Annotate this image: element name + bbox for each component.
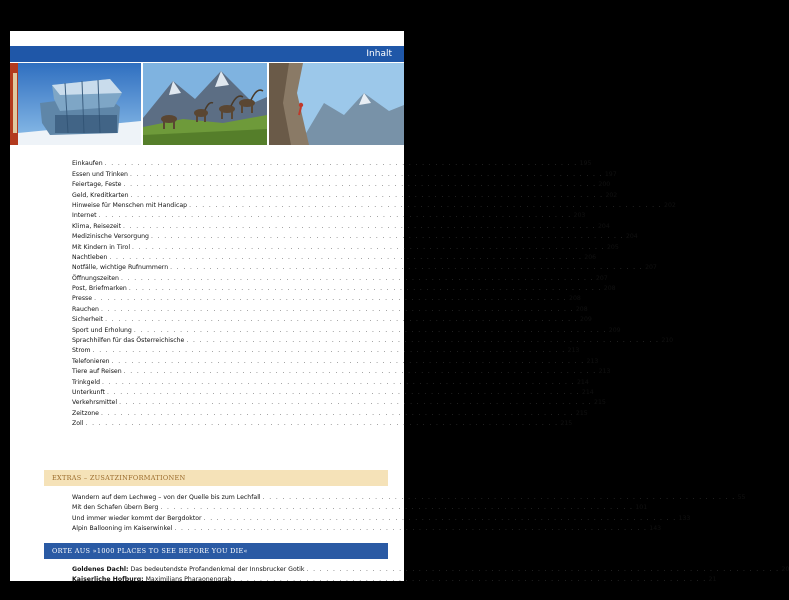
toc-entry-title: Goldenes Dachl: xyxy=(72,565,129,573)
dot-leader: . . . . . . . . . . . . . . . . . . . . . . . . . . . . . . . . . . . . . . . . . . . . . . . . . . . . . . . . . . . . . . . . . . . . . . . . xyxy=(105,316,579,324)
toc-entry xyxy=(72,408,588,418)
dot-leader: . . . . . . . . . . . . . . . . . . . . . . . . . . . . . . . . . . . . . . . . . . . . . . . . . . . . . . . . . . . . . . . . . . . . . . . . xyxy=(119,399,593,407)
climber-rock-photo xyxy=(269,63,404,145)
toc-entry-title: Zeitzone xyxy=(72,409,99,417)
toc-entry-title: Zoll xyxy=(72,420,84,428)
toc-entry-page: 206 xyxy=(584,253,597,261)
toc-entry-page: 215 xyxy=(560,420,573,428)
modern-building-photo xyxy=(10,63,141,145)
dot-leader: . . . . . . . . . . . . . . . . . . . . . . . . . . . . . . . . . . . . . . . . . . . . . . . . . . . . . . . . . . . . . . . . . . . . . . . . xyxy=(150,233,624,241)
toc-entry-title: Rauchen xyxy=(72,305,99,313)
toc-entry xyxy=(72,253,597,263)
toc-entry-label xyxy=(72,159,103,169)
toc-entry-label xyxy=(72,274,119,284)
toc-entry xyxy=(72,190,618,200)
dot-leader: . . . . . . . . . . . . . . . . . . . . . . . . . . . . . . . . . . . . . . . . . . . . . . . . . . . . . . . . . . . . . . . . . . . . . . . . xyxy=(92,347,566,355)
dot-leader: . . . . . . . . . . . . . . . . . . . . . . . . . . . . . . . . . . . . . . . . . . . . . . . . . . . . . . . . . . . . . . . . . . . . . . . . xyxy=(306,565,780,573)
orte-section-heading: ORTE AUS »1000 PLACES TO SEE BEFORE YOU DIE« xyxy=(44,543,388,559)
dot-leader: . . . . . . . . . . . . . . . . . . . . . . . . . . . . . . . . . . . . . . . . . . . . . . . . . . . . . . . . . . . . . . . . . . . . . . . . xyxy=(104,160,578,168)
toc-entry-title: Nachtleben xyxy=(72,253,108,261)
toc-entry-page: 213 xyxy=(598,368,611,376)
dot-leader: . . . . . . . . . . . . . . . . . . . . . . . . . . . . . . . . . . . . . . . . . . . . . . . . . . . . . . . . . . . . . . . . . . . . . . . . xyxy=(189,201,663,209)
toc-entry-page: 143 xyxy=(649,525,662,533)
toc-entry-page: 202 xyxy=(664,201,676,209)
toc-entry-title: Presse xyxy=(72,295,93,303)
toc-entry-title: Klima, Reisezeit xyxy=(72,222,122,230)
toc-entry-title: Öffnungszeiten xyxy=(72,274,119,282)
dot-leader: . . . . . . . . . . . . . . . . . . . . . . . . . . . . . . . . . . . . . . . . . . . . . . . . . . . . . . . . . . . . . . . . . . . . . . . . xyxy=(109,253,583,261)
dot-leader: . . . . . . . . . . . . . . . . . . . . . . . . . . . . . . . . . . . . . . . . . . . . . . . . . . . . . . . . . . . . . . . . . . . . . . . . xyxy=(129,170,603,178)
toc-entry-page: 208 xyxy=(575,305,588,313)
toc-entry-title: Internet xyxy=(72,212,97,220)
toc-entry-subtitle: Maximilians Pharaonengrab xyxy=(143,576,232,584)
toc-entry-page: 215 xyxy=(594,399,606,407)
toc-entry-title: Feiertage, Feste xyxy=(72,181,122,189)
toc-entry xyxy=(72,398,606,408)
toc-entry-page: 197 xyxy=(604,170,617,178)
toc-entry-page: 214 xyxy=(576,378,589,386)
toc-entry-page: 202 xyxy=(605,191,618,199)
toc-entry-page: 204 xyxy=(597,222,610,230)
toc-entry-page: 204 xyxy=(625,233,638,241)
toc-entry-label xyxy=(72,326,132,336)
toc-entry-label xyxy=(72,211,97,221)
toc-entry-title: Medizinische Versorgung xyxy=(72,233,149,241)
toc-entry-label xyxy=(72,191,129,201)
dot-leader: . . . . . . . . . . . . . . . . . . . . . . . . . . . . . . . . . . . . . . . . . . . . . . . . . . . . . . . . . . . . . . . . . . . . . . . . xyxy=(186,337,660,345)
toc-entry-page: 208 xyxy=(603,285,616,293)
toc-entry-label xyxy=(72,305,99,315)
dot-leader: . . . . . . . . . . . . . . . . . . . . . . . . . . . . . . . . . . . . . . . . . . . . . . . . . . . . . . . . . . . . . . . . . . . . . . . . xyxy=(123,222,596,230)
toc-entry-label xyxy=(72,398,117,408)
toc-entry-page: 205 xyxy=(606,243,619,251)
toc-entry-title: Hinweise für Menschen mit Handicap xyxy=(72,201,188,209)
toc-entry xyxy=(72,201,676,211)
toc-entry-page: 207 xyxy=(645,264,657,272)
toc-entry-label xyxy=(72,367,122,377)
toc-entry-label xyxy=(72,201,187,211)
toc-entry-label xyxy=(72,524,172,534)
ibex-mountain-photo xyxy=(143,63,267,145)
dot-leader: . . . . . . . . . . . . . . . . . . . . . . . . . . . . . . . . . . . . . . . . . . . . . . . . . . . . . . . . . . . . . . . . . . . . . . . . xyxy=(130,191,604,199)
toc-entry-label xyxy=(72,378,100,388)
toc-entry xyxy=(72,294,581,304)
toc-entry xyxy=(72,232,638,242)
toc-entry xyxy=(72,419,573,429)
toc-entry xyxy=(72,575,717,586)
toc-list xyxy=(72,159,676,429)
toc-entry-title: Verkehrsmittel xyxy=(72,399,118,407)
toc-entry-page: 208 xyxy=(569,295,581,303)
toc-entry-title: Trinkgeld xyxy=(72,378,101,386)
toc-entry xyxy=(72,273,608,283)
toc-entry xyxy=(72,492,746,503)
dot-leader: . . . . . . . . . . . . . . . . . . . . . . . . . . . . . . . . . . . . . . . . . . . . . . . . . . . . . . . . . . . . . . . . . . . . . . . . xyxy=(94,295,568,303)
toc-entry-title: Einkaufen xyxy=(72,160,103,168)
toc-entry-label xyxy=(72,419,83,429)
toc-entry-page: 133 xyxy=(678,514,691,522)
dot-leader: . . . . . . . . . . . . . . . . . . . . . . . . . . . . . . . . . . . . . . . . . . . . . . . . . . . . . . . . . . . . . . . . . . . . . . . . xyxy=(98,212,572,220)
document-page xyxy=(10,31,789,584)
toc-entry xyxy=(72,211,586,221)
toc-entry-label xyxy=(72,514,202,524)
dot-leader: . . . . . . . . . . . . . . . . . . . . . . . . . . . . . . . . . . . . . . . . . . . . . . . . . . . . . . . . . . . . . . . . . . . . . . . . xyxy=(233,576,707,584)
toc-entry-label xyxy=(72,222,121,232)
dot-leader: . . . . . . . . . . . . . . . . . . . . . . . . . . . . . . . . . . . . . . . . . . . . . . . . . . . . . . . . . . . . . . . . . . . . . . . . xyxy=(160,504,634,512)
toc-entry-title: Alpin Ballooning im Kaiserwinkel xyxy=(72,525,173,533)
toc-entry-label xyxy=(72,170,128,180)
toc-entry xyxy=(72,159,592,169)
toc-entry-title: Und immer wieder kommt der Bergdoktor xyxy=(72,514,202,522)
extras-section-heading: EXTRAS – ZUSATZINFORMATIONEN xyxy=(44,470,388,486)
toc-entry-page: 214 xyxy=(581,388,594,396)
dot-leader: . . . . . . . . . . . . . . . . . . . . . . . . . . . . . . . . . . . . . . . . . . . . . . . . . . . . . . . . . . . . . . . . . . . . . . . . xyxy=(133,326,607,334)
toc-entry-label xyxy=(72,253,107,263)
extras-list xyxy=(72,492,746,534)
toc-entry-label xyxy=(72,346,91,356)
dot-leader: . . . . . . . . . . . . . . . . . . . . . . . . . . . . . . . . . . . . . . . . . . . . . . . . . . . . . . . . . . . . . . . . . . . . . . . . xyxy=(102,378,575,386)
toc-entry-label xyxy=(72,388,105,398)
toc-entry-page: 200 xyxy=(598,181,611,189)
dot-leader: . . . . . . . . . . . . . . . . . . . . . . . . . . . . . . . . . . . . . . . . . . . . . . . . . . . . . . . . . . . . . . . . . . . . . . . . xyxy=(170,264,644,272)
toc-entry-title: Kaiserliche Hofburg: xyxy=(72,576,144,584)
toc-entry-label xyxy=(72,180,121,190)
toc-entry-page: 215 xyxy=(575,409,588,417)
section-title: Inhalt xyxy=(366,49,392,59)
toc-entry xyxy=(72,367,611,377)
dot-leader: . . . . . . . . . . . . . . . . . . . . . . . . . . . . . . . . . . . . . . . . . . . . . . . . . . . . . . . . . . . . . . . . . . . . . . . . xyxy=(100,409,574,417)
toc-entry xyxy=(72,564,789,575)
toc-entry-title: Telefonieren xyxy=(72,357,110,365)
toc-entry-label xyxy=(72,263,168,273)
toc-entry-title: Geld, Kreditkarten xyxy=(72,191,129,199)
toc-entry-label xyxy=(72,243,130,253)
toc-entry-page: 207 xyxy=(595,274,608,282)
toc-entry-title: Strom xyxy=(72,347,91,355)
toc-entry-label xyxy=(72,493,261,503)
orte-list xyxy=(72,564,789,585)
toc-entry-title: Notfälle, wichtige Rufnummern xyxy=(72,264,169,272)
toc-entry-title: Essen und Trinken xyxy=(72,170,128,178)
toc-entry-subtitle: Das bedeutendste Profandenkmal der Innsbrucker Gotik xyxy=(128,565,305,573)
toc-entry xyxy=(72,304,588,314)
dot-leader: . . . . . . . . . . . . . . . . . . . . . . . . . . . . . . . . . . . . . . . . . . . . . . . . . . . . . . . . . . . . . . . . . . . . . . . . xyxy=(106,388,580,396)
toc-entry-title: Wandern auf dem Lechweg – von der Quelle bis zum Lechfall xyxy=(72,493,261,501)
toc-entry xyxy=(72,242,619,252)
photo-strip xyxy=(10,63,404,145)
toc-entry-title: Mit Kindern in Tirol xyxy=(72,243,131,251)
toc-entry xyxy=(72,221,610,231)
toc-entry xyxy=(72,325,621,335)
toc-entry-title: Unterkunft xyxy=(72,388,105,396)
dot-leader: . . . . . . . . . . . . . . . . . . . . . . . . . . . . . . . . . . . . . . . . . . . . . . . . . . . . . . . . . . . . . . . . . . . . . . . . xyxy=(203,514,677,522)
dot-leader: . . . . . . . . . . . . . . . . . . . . . . . . . . . . . . . . . . . . . . . . . . . . . . . . . . . . . . . . . . . . . . . . . . . . . . . . xyxy=(132,243,605,251)
toc-entry-label xyxy=(72,315,103,325)
toc-entry-page: 55 xyxy=(737,493,746,501)
toc-entry xyxy=(72,284,616,294)
toc-entry xyxy=(72,315,592,325)
toc-entry xyxy=(72,356,599,366)
toc-entry-page: 203 xyxy=(573,212,586,220)
dot-leader: . . . . . . . . . . . . . . . . . . . . . . . . . . . . . . . . . . . . . . . . . . . . . . . . . . . . . . . . . . . . . . . . . . . . . . . . xyxy=(123,181,597,189)
toc-entry xyxy=(72,180,611,190)
dot-leader: . . . . . . . . . . . . . . . . . . . . . . . . . . . . . . . . . . . . . . . . . . . . . . . . . . . . . . . . . . . . . . . . . . . . . . . . xyxy=(100,305,574,313)
toc-entry-label xyxy=(72,575,232,585)
toc-entry-label xyxy=(72,503,158,513)
toc-entry xyxy=(72,169,617,179)
toc-entry-title: Mit den Schafen übern Berg xyxy=(72,504,159,512)
toc-entry-label xyxy=(72,565,304,575)
toc-entry xyxy=(72,388,594,398)
toc-entry-page: 209 xyxy=(608,326,621,334)
toc-entry-page: 195 xyxy=(579,160,592,168)
toc-entry-page: 21 xyxy=(708,576,717,584)
toc-entry-label xyxy=(72,336,184,346)
toc-entry-title: Sprachhilfen für das Österreichische xyxy=(72,337,185,345)
toc-entry-page: 20 xyxy=(781,565,789,573)
dot-leader: . . . . . . . . . . . . . . . . . . . . . . . . . . . . . . . . . . . . . . . . . . . . . . . . . . . . . . . . . . . . . . . . . . . . . . . . xyxy=(85,420,559,428)
toc-entry-label xyxy=(72,294,92,304)
toc-entry xyxy=(72,377,589,387)
toc-entry-label xyxy=(72,232,149,242)
toc-entry-page: 210 xyxy=(661,337,674,345)
dot-leader: . . . . . . . . . . . . . . . . . . . . . . . . . . . . . . . . . . . . . . . . . . . . . . . . . . . . . . . . . . . . . . . . . . . . . . . . xyxy=(262,493,736,501)
section-header-bar xyxy=(10,46,404,62)
toc-entry-title: Sport und Erholung xyxy=(72,326,132,334)
dot-leader: . . . . . . . . . . . . . . . . . . . . . . . . . . . . . . . . . . . . . . . . . . . . . . . . . . . . . . . . . . . . . . . . . . . . . . . . xyxy=(174,525,648,533)
toc-entry xyxy=(72,336,674,346)
toc-entry-label xyxy=(72,284,127,294)
toc-entry-page: 101 xyxy=(635,504,648,512)
toc-entry-page: 213 xyxy=(586,357,599,365)
toc-entry xyxy=(72,513,691,524)
toc-entry-title: Tiere auf Reisen xyxy=(72,368,122,376)
dot-leader: . . . . . . . . . . . . . . . . . . . . . . . . . . . . . . . . . . . . . . . . . . . . . . . . . . . . . . . . . . . . . . . . . . . . . . . . xyxy=(111,357,585,365)
toc-entry-page: 209 xyxy=(580,316,592,324)
toc-entry xyxy=(72,524,662,535)
toc-entry-label xyxy=(72,409,99,419)
toc-entry-title: Post, Briefmarken xyxy=(72,285,127,293)
toc-entry-title: Sicherheit xyxy=(72,316,104,324)
toc-entry xyxy=(72,263,657,273)
toc-entry xyxy=(72,346,580,356)
toc-entry-label xyxy=(72,357,110,367)
dot-leader: . . . . . . . . . . . . . . . . . . . . . . . . . . . . . . . . . . . . . . . . . . . . . . . . . . . . . . . . . . . . . . . . . . . . . . . . xyxy=(123,368,597,376)
toc-entry xyxy=(72,503,648,514)
dot-leader: . . . . . . . . . . . . . . . . . . . . . . . . . . . . . . . . . . . . . . . . . . . . . . . . . . . . . . . . . . . . . . . . . . . . . . . . xyxy=(128,285,602,293)
toc-entry-page: 213 xyxy=(567,347,580,355)
dot-leader: . . . . . . . . . . . . . . . . . . . . . . . . . . . . . . . . . . . . . . . . . . . . . . . . . . . . . . . . . . . . . . . . . . . . . . . . xyxy=(120,274,594,282)
